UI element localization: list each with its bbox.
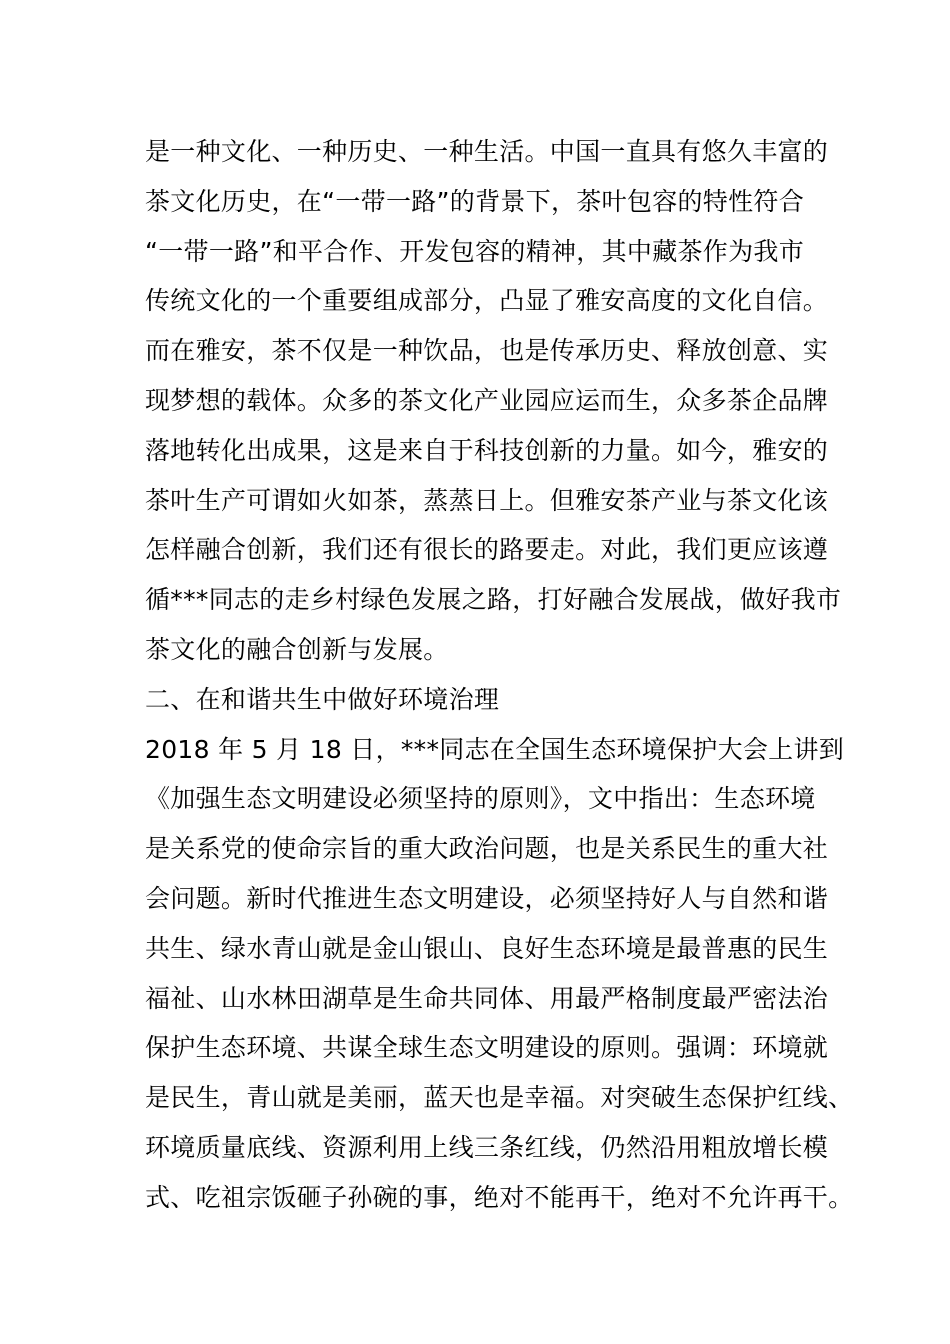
body-text	[145, 127, 854, 1223]
text-line: 现梦想的载体。众多的茶文化产业园应运而生，众多茶企品牌	[145, 385, 829, 415]
text-line: 落地转化出成果，这是来自于科技创新的力量。如今，雅安的	[145, 435, 829, 465]
text-line: 《加强生态文明建设必须坚持的原则》，文中指出：生态环境	[145, 784, 816, 814]
text-line: 式、吃祖宗饭砸子孙碗的事，绝对不能再干，绝对不允许再干。	[145, 1182, 854, 1212]
text-line: “一带一路”和平合作、开发包容的精神，其中藏茶作为我市	[145, 236, 805, 266]
text-line: 茶文化历史，在“一带一路”的背景下，茶叶包容的特性符合	[145, 186, 805, 216]
text-line: 是关系党的使命宗旨的重大政治问题，也是关系民生的重大社	[145, 834, 829, 864]
text-line: 怎样融合创新，我们还有很长的路要走。对此，我们更应该遵	[145, 535, 829, 565]
text-line: 茶叶生产可谓如火如茶，蒸蒸日上。但雅安茶产业与茶文化该	[145, 485, 829, 515]
text-line: 是民生，青山就是美丽，蓝天也是幸福。对突破生态保护红线、	[145, 1083, 854, 1113]
text-line: 循***同志的走乡村绿色发展之路，打好融合发展战，做好我市	[145, 585, 842, 615]
text-line: 保护生态环境、共谋全球生态文明建设的原则。强调：环境就	[145, 1033, 829, 1063]
section-heading: 二、在和谐共生中做好环境治理	[145, 684, 500, 714]
text-line: 茶文化的融合创新与发展。	[145, 634, 449, 664]
text-line: 会问题。新时代推进生态文明建设，必须坚持好人与自然和谐	[145, 883, 829, 913]
text-line: 是一种文化、一种历史、一种生活。中国一直具有悠久丰富的	[145, 137, 829, 166]
text-line: 福祉、山水林田湖草是生命共同体、用最严格制度最严密法治	[145, 983, 829, 1013]
text-line: 2018 年 5 月 18 日，***同志在全国生态环境保护大会上讲到	[145, 734, 845, 764]
text-line: 而在雅安，茶不仅是一种饮品，也是传承历史、释放创意、实	[145, 336, 829, 366]
text-line: 共生、绿水青山就是金山银山、良好生态环境是最普惠的民生	[145, 933, 829, 963]
text-line: 传统文化的一个重要组成部分，凸显了雅安高度的文化自信。	[145, 286, 829, 316]
text-line: 环境质量底线、资源利用上线三条红线，仍然沿用粗放增长模	[145, 1132, 829, 1162]
